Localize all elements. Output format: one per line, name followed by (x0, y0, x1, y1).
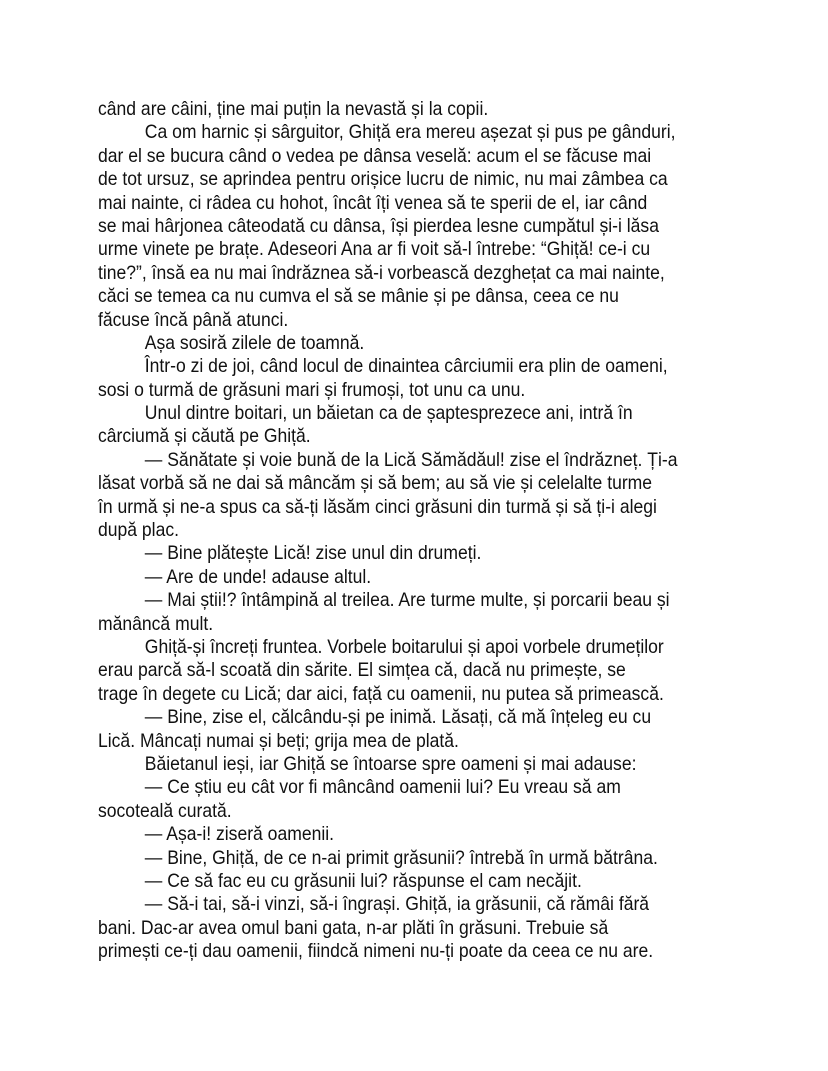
text-line: după plac. (98, 519, 179, 542)
text-line: urme vinete pe brațe. Adeseori Ana ar fi voit să-l întrebe: “Ghiță! ce-i cu (98, 238, 651, 261)
text-line: socoteală curată. (98, 799, 232, 822)
text-line: — Are de unde! adause altul. (144, 565, 372, 588)
text-line: — Așa-i! ziseră oamenii. (144, 823, 335, 846)
text-line: cârciumă și căută pe Ghiță. (98, 425, 311, 448)
text-line: mănâncă mult. (98, 612, 214, 635)
text-line: — Sănătate și voie bună de la Lică Sămădăul! zise el îndrăzneț. Ți-a (144, 448, 678, 471)
paragraph (98, 847, 728, 870)
text-line: primești ce-ți dau oamenii, fiindcă nimeni nu-ți poate da ceea ce nu are. (98, 940, 654, 963)
text-line: — Mai știi!? întâmpină al treilea. Are turme multe, și porcarii beau și (144, 589, 670, 612)
text-line: — Ce să fac eu cu grăsunii lui? răspunse el cam necăjit. (144, 869, 582, 892)
text-line: — Bine plătește Lică! zise unul din drumeți. (144, 542, 482, 565)
paragraph (98, 776, 728, 823)
text-line: trage în degete cu Lică; dar aici, față cu oamenii, nu putea să primească. (98, 682, 664, 705)
paragraph (98, 636, 728, 706)
paragraph (98, 542, 728, 565)
paragraph (98, 893, 728, 963)
text-line: — Ce știu eu cât vor fi mâncând oamenii lui? Eu vreau să am (144, 776, 621, 799)
text-line: Ca om harnic și sârguitor, Ghiță era mereu așezat și pus pe gânduri, (144, 121, 676, 144)
text-line: mai nainte, ci râdea cu hohot, încât îți venea să te sperii de el, iar când (98, 191, 648, 214)
text-line: Așa sosiră zilele de toamnă. (144, 331, 365, 354)
text-line: Ghiță-și încreți fruntea. Vorbele boitarului și apoi vorbele drumeților (144, 635, 664, 658)
paragraph (98, 98, 728, 121)
text-line: în urmă și ne-a spus ca să-ți lăsăm cinci grăsuni din turmă și să ți-i alegi (98, 495, 657, 518)
text-line: tine?”, însă ea nu mai îndrăznea să-i vorbească dezghețat ca mai nainte, (98, 261, 665, 284)
text-line: de tot ursuz, se aprindea pentru orișice lucru de nimic, nu mai zâmbea ca (98, 168, 668, 191)
text-line: se mai hârjonea câteodată cu dânsa, își pierdea lesne cumpătul și-i lăsa (98, 214, 659, 237)
text-line: erau parcă să-l scoată din sărite. El simțea că, dacă nu primește, se (98, 659, 626, 682)
text-line: sosi o turmă de grăsuni mari și frumoși, tot unu ca unu. (98, 378, 526, 401)
text-line: Lică. Mâncați numai și beți; grija mea de plată. (98, 729, 459, 752)
paragraph (98, 870, 728, 893)
text-line: căci se temea ca nu cumva el să se mânie și pe dânsa, ceea ce nu (98, 285, 619, 308)
text-line: Unul dintre boitari, un băietan ca de șaptesprezece ani, intră în (144, 402, 633, 425)
paragraph (98, 121, 728, 332)
text-line: dar el se bucura când o vedea pe dânsa veselă: acum el se făcuse mai (98, 144, 652, 167)
paragraph (98, 706, 728, 753)
document-page (98, 98, 728, 963)
paragraph (98, 332, 728, 355)
text-line: bani. Dac-ar avea omul bani gata, n-ar plăti în grăsuni. Trebuie să (98, 916, 609, 939)
text-line: — Să-i tai, să-i vinzi, să-i îngrași. Ghiță, ia grăsunii, că rămâi fără (144, 893, 650, 916)
paragraph (98, 355, 728, 402)
text-line: când are câini, ține mai puțin la nevastă și la copii. (98, 98, 489, 120)
paragraph (98, 402, 728, 449)
text-line: Băietanul ieși, iar Ghiță se întoarse spre oameni și mai adause: (144, 752, 637, 775)
text-line: lăsat vorbă să ne dai să mâncăm și să bem; au să vie și celelalte turme (98, 472, 653, 495)
text-line: făcuse încă până atunci. (98, 308, 289, 331)
text-line: — Bine, Ghiță, de ce n-ai primit grăsunii? întrebă în urmă bătrâna. (144, 846, 658, 869)
paragraph (98, 566, 728, 589)
paragraph (98, 449, 728, 543)
text-line: Într-o zi de joi, când locul de dinaintea cârciumii era plin de oameni, (144, 355, 668, 378)
paragraph (98, 589, 728, 636)
paragraph (98, 753, 728, 776)
text-line: — Bine, zise el, călcându-și pe inimă. Lăsați, că mă înțeleg eu cu (144, 706, 652, 729)
paragraph (98, 823, 728, 846)
